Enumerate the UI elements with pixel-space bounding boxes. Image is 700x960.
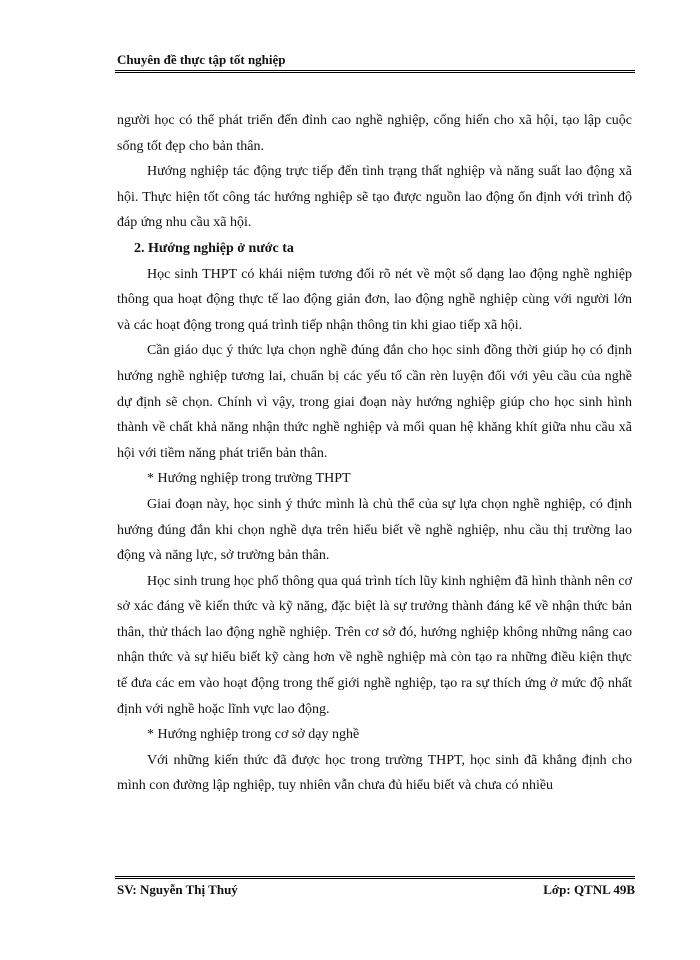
paragraph-2: Hướng nghiệp tác động trực tiếp đến tình trạng thất nghiệp và năng suất lao động xã hội. Thực hiện tốt công tác hướng nghiệp sẽ tạo được nguồn lao động ổn định với trình độ đáp ứng nhu cầu xã hội.: [117, 164, 632, 231]
page-footer: [115, 882, 635, 902]
page-header: [115, 52, 635, 72]
footer-class: Lớp: QTNL 49B: [543, 882, 635, 897]
paragraph-6: Học sinh trung học phổ thông qua quá trình tích lũy kinh nghiệm đã hình thành nên cơ sở xác đáng về kiến thức và kỹ năng, đặc biệt là sự trưởng thành đáng kể về nhận thức bản thân, thử thách lao động nghề nghiệp. Trên cơ sở đó, hướng nghiệp không những nâng cao nhận thức và sự hiểu biết kỹ càng hơn về nghề nghiệp mà còn tạo ra những điều kiện thực tế đưa các em vào hoạt động trong thế giới nghề nghiệp, tạo ra sự thích ứng ở mức độ nhất định với nghề hoặc lĩnh vực lao động.: [117, 573, 632, 717]
paragraph-7: Với những kiến thức đã được học trong trường THPT, học sinh đã khẳng định cho mình con đường lập nghiệp, tuy nhiên vẫn chưa đủ hiểu biết và chưa có nhiều: [117, 752, 632, 794]
paragraph-3: Học sinh THPT có khái niệm tương đối rõ nét về một số dạng lao động nghề nghiệp thông qua hoạt động thực tế lao động giản đơn, lao động nghề nghiệp cùng với người lớn và các hoạt động trong quá trình tiếp nhận thông tin khi giao tiếp xã hội.: [117, 266, 632, 333]
header-rule: [115, 70, 635, 73]
paragraph-5: Giai đoạn này, học sinh ý thức mình là chủ thể của sự lựa chọn nghề nghiệp, có định hướng đúng đắn khi chọn nghề dựa trên hiểu biết về nghề nghiệp, nhu cầu thị trường lao động và năng lực, sở trường bản thân.: [117, 496, 632, 564]
footer-student-name: SV: Nguyễn Thị Thuý: [117, 882, 238, 897]
document-body: [117, 108, 632, 799]
subheading-thpt: * Hướng nghiệp trong trường THPT: [147, 471, 351, 487]
footer-rule: [115, 876, 635, 879]
section-heading: 2. Hướng nghiệp ở nước ta: [134, 240, 294, 256]
subheading-vocational: * Hướng nghiệp trong cơ sở dạy nghề: [147, 727, 360, 743]
paragraph-4: Cần giáo dục ý thức lựa chọn nghề đúng đắn cho học sinh đồng thời giúp họ có định hướng nghề nghiệp tương lai, chuẩn bị các yếu tố cần rèn luyện đối với yêu cầu của nghề dự định sẽ chọn. Chính vì vậy, trong giai đoạn này hướng nghiệp giúp cho học sinh hình thành về chất khả năng nhận thức nghề nghiệp và mối quan hệ khăng khít giữa nhu cầu xã hội với tiềm năng phát triển bản thân.: [117, 343, 632, 461]
paragraph-1: người học có thể phát triển đến đỉnh cao nghề nghiệp, cống hiến cho xã hội, tạo lập cuộc sống tốt đẹp cho bản thân.: [117, 113, 632, 154]
header-title: Chuyên đề thực tập tốt nghiệp: [117, 52, 286, 67]
